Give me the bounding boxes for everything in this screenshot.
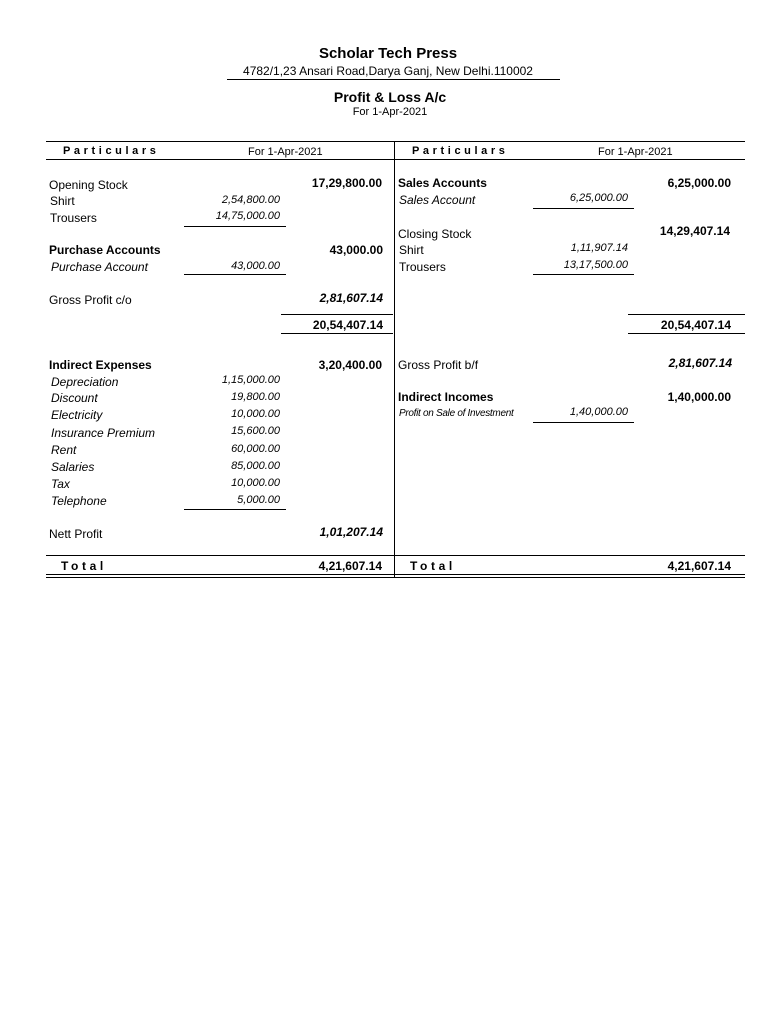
indirect-expenses-underline — [184, 509, 286, 510]
indirect-incomes-underline — [533, 422, 634, 423]
telephone-value: 5,000.00 — [237, 494, 280, 506]
left-subtotal-top-line — [281, 314, 393, 315]
rent-label: Rent — [51, 443, 77, 457]
left-subtotal-amount: 20,54,407.14 — [312, 318, 383, 332]
report-period: For 1-Apr-2021 — [352, 106, 428, 118]
opening-stock-underline — [184, 226, 286, 227]
indirect-incomes-amount: 1,40,000.00 — [667, 390, 731, 404]
salaries-value: 85,000.00 — [231, 460, 280, 472]
discount-value: 19,800.00 — [231, 391, 280, 403]
opening-stock-shirt-value: 2,54,800.00 — [221, 194, 280, 206]
sales-accounts-label: Sales Accounts — [398, 176, 487, 190]
left-particulars-header: Particulars — [63, 145, 160, 157]
gross-profit-co-label: Gross Profit c/o — [49, 293, 132, 307]
sales-underline — [533, 208, 634, 209]
opening-stock-shirt-label: Shirt — [50, 194, 75, 208]
left-period-header: For 1-Apr-2021 — [248, 146, 323, 158]
opening-stock-trousers-value: 14,75,000.00 — [215, 210, 280, 222]
tax-label: Tax — [51, 477, 70, 491]
opening-stock-amount: 17,29,800.00 — [311, 176, 382, 190]
telephone-label: Telephone — [51, 494, 107, 508]
left-total-label: Total — [61, 559, 107, 573]
indirect-incomes-label: Indirect Incomes — [398, 390, 494, 404]
purchase-accounts-amount: 43,000.00 — [329, 243, 383, 257]
nett-profit-label: Nett Profit — [49, 527, 103, 541]
right-subtotal-bottom-line — [628, 333, 745, 334]
right-total-amount: 4,21,607.14 — [667, 559, 731, 573]
tax-value: 10,000.00 — [231, 477, 280, 489]
sales-accounts-amount: 6,25,000.00 — [667, 176, 731, 190]
right-subtotal-top-line — [628, 314, 745, 315]
table-top-border — [46, 141, 745, 142]
depreciation-label: Depreciation — [51, 375, 119, 389]
company-name: Scholar Tech Press — [318, 45, 458, 62]
total-top-border — [46, 555, 745, 556]
indirect-expenses-label: Indirect Expenses — [49, 358, 152, 372]
total-double-border — [46, 577, 745, 578]
profit-on-sale-label: Profit on Sale of Investment — [399, 408, 514, 419]
right-particulars-header: Particulars — [412, 145, 509, 157]
header-bottom-border — [46, 159, 745, 160]
opening-stock-label: Opening Stock — [49, 178, 128, 192]
electricity-value: 10,000.00 — [231, 408, 280, 420]
salaries-label: Salaries — [51, 460, 95, 474]
closing-stock-trousers-label: Trousers — [399, 260, 446, 274]
left-subtotal-bottom-line — [281, 333, 393, 334]
closing-stock-shirt-label: Shirt — [399, 243, 424, 257]
right-period-header: For 1-Apr-2021 — [598, 146, 673, 158]
profit-on-sale-value: 1,40,000.00 — [569, 406, 628, 418]
discount-label: Discount — [51, 391, 98, 405]
purchase-accounts-label: Purchase Accounts — [49, 243, 161, 257]
closing-stock-underline — [533, 274, 634, 275]
closing-stock-trousers-value: 13,17,500.00 — [563, 259, 628, 271]
depreciation-value: 1,15,000.00 — [221, 374, 280, 386]
column-divider — [394, 141, 395, 578]
rent-value: 60,000.00 — [231, 443, 280, 455]
address-underline — [227, 79, 560, 80]
purchase-account-label: Purchase Account — [51, 260, 148, 274]
gross-profit-bf-label: Gross Profit b/f — [398, 358, 479, 372]
insurance-premium-label: Insurance Premium — [51, 426, 156, 440]
sales-account-label: Sales Account — [399, 193, 476, 207]
left-total-amount: 4,21,607.14 — [318, 559, 382, 573]
closing-stock-shirt-value: 1,11,907.14 — [570, 242, 628, 254]
company-address: 4782/1,23 Ansari Road,Darya Ganj, New Delhi.110002 — [243, 64, 533, 78]
closing-stock-label: Closing Stock — [398, 227, 472, 241]
indirect-expenses-amount: 3,20,400.00 — [318, 358, 382, 372]
electricity-label: Electricity — [51, 408, 103, 422]
closing-stock-amount: 14,29,407.14 — [659, 224, 730, 238]
right-subtotal-amount: 20,54,407.14 — [660, 318, 731, 332]
nett-profit-amount: 1,01,207.14 — [319, 525, 383, 539]
right-total-label: Total — [410, 559, 456, 573]
report-title: Profit & Loss A/c — [333, 89, 447, 105]
gross-profit-co-amount: 2,81,607.14 — [319, 291, 383, 305]
opening-stock-trousers-label: Trousers — [50, 211, 97, 225]
insurance-premium-value: 15,600.00 — [231, 425, 280, 437]
purchase-underline — [184, 274, 286, 275]
purchase-account-value: 43,000.00 — [231, 260, 280, 272]
sales-account-value: 6,25,000.00 — [569, 192, 628, 204]
gross-profit-bf-amount: 2,81,607.14 — [668, 356, 732, 370]
total-bottom-border — [46, 574, 745, 575]
